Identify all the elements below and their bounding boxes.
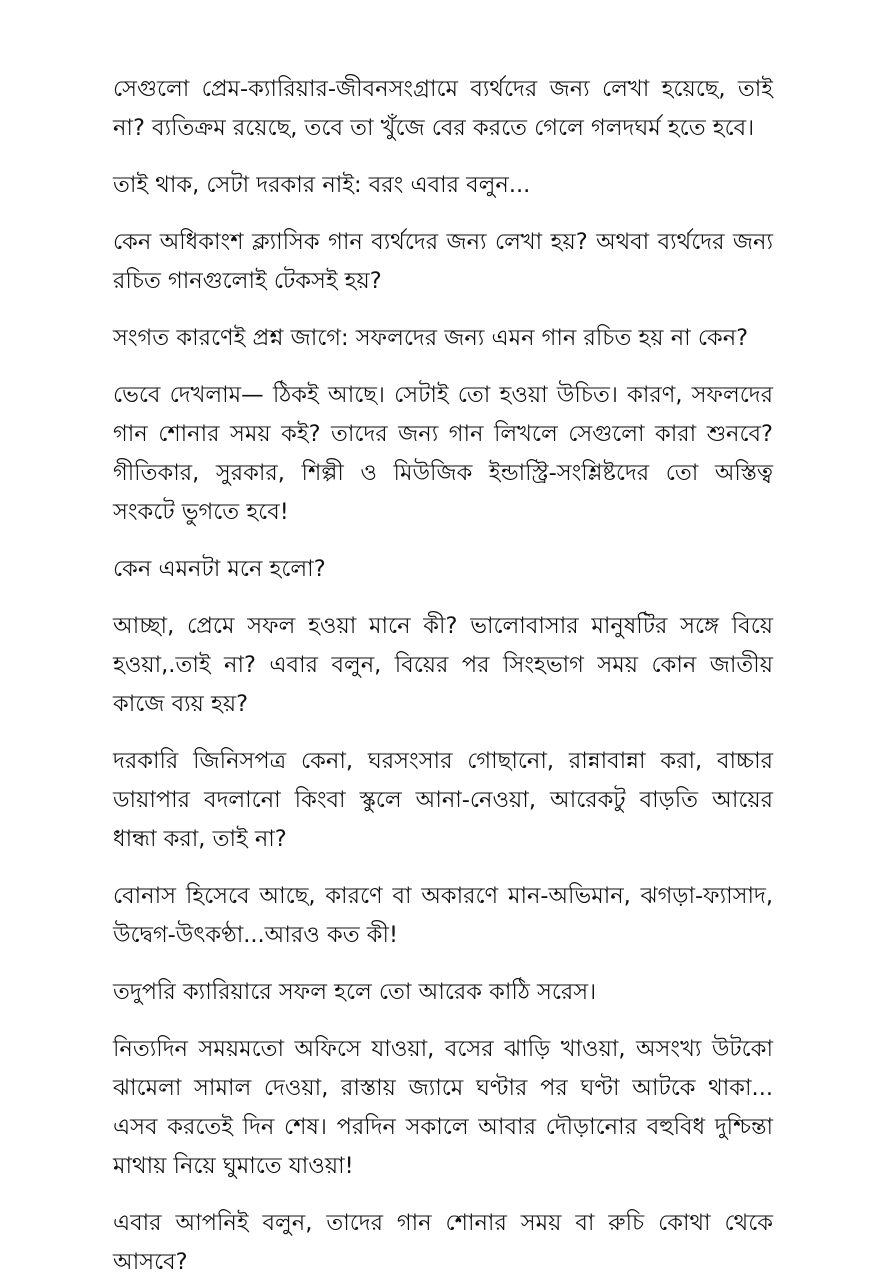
paragraph: আচ্ছা, প্রেমে সফল হওয়া মানে কী? ভালোবাসার মানুষটির সঙ্গে বিয়ে হওয়া,.তাই না? এবার বলুন, বিয়ের পর সিংহভাগ সময় কোন জাতীয় কাজে ব্যয় হয়?	[113, 613, 773, 717]
page-body-text	[113, 70, 773, 1282]
paragraph: দরকারি জিনিসপত্র কেনা, ঘরসংসার গোছানো, রান্নাবান্না করা, বাচ্চার ডায়াপার বদলানো কিংবা স্কুলে আনা-নেওয়া, আরেকটু বাড়তি আয়ের ধান্ধা করা, তাই না?	[113, 748, 773, 852]
paragraph: কেন অধিকাংশ ক্ল্যাসিক গান ব্যর্থদের জন্য লেখা হয়? অথবা ব্যর্থদের জন্য রচিত গানগুলোই টেকসই হয়?	[113, 229, 773, 294]
paragraph: সংগত কারণেই প্রশ্ন জাগে: সফলদের জন্য এমন গান রচিত হয় না কেন?	[113, 325, 749, 351]
paragraph: এবার আপনিই বলুন, তাদের গান শোনার সময় বা রুচি কোথা থেকে আসবে?	[113, 1210, 773, 1275]
paragraph: কেন এমনটা মনে হলো?	[113, 556, 326, 582]
paragraph: তাই থাক, সেটা দরকার নাই: বরং এবার বলুন...	[113, 172, 531, 198]
paragraph: ভেবে দেখলাম— ঠিকই আছে। সেটাই তো হওয়া উচিত। কারণ, সফলদের গান শোনার সময় কই? তাদের জন্য গান লিখলে সেগুলো কারা শুনবে? গীতিকার, সুরকার, শিল্পী ও মিউজিক ইন্ডাস্ট্রি-সংশ্লিষ্টদের তো অস্তিত্ব সংকটে ভুগতে হবে!	[113, 382, 773, 525]
paragraph: বোনাস হিসেবে আছে, কারণে বা অকারণে মান-অভিমান, ঝগড়া-ফ্যাসাদ, উদ্বেগ-উৎকণ্ঠা...আরও কত কী!	[113, 883, 773, 948]
paragraph: নিত্যদিন সময়মতো অফিসে যাওয়া, বসের ঝাড়ি খাওয়া, অসংখ্য উটকো ঝামেলা সামাল দেওয়া, রাস্তায় জ্যামে ঘণ্টার পর ঘণ্টা আটকে থাকা... এসব করতেই দিন শেষ। পরদিন সকালে আবার দৌড়ানোর বহুবিধ দুশ্চিন্তা মাথায় নিয়ে ঘুমাতে যাওয়া!	[113, 1036, 773, 1179]
paragraph: সেগুলো প্রেম-ক্যারিয়ার-জীবনসংগ্রামে ব্যর্থদের জন্য লেখা হয়েছে, তাই না? ব্যতিক্রম রয়েছে, তবে তা খুঁজে বের করতে গেলে গলদঘর্ম হতে হবে।	[113, 76, 773, 141]
paragraph: তদুপরি ক্যারিয়ারে সফল হলে তো আরেক কাঠি সরেস।	[113, 979, 597, 1005]
